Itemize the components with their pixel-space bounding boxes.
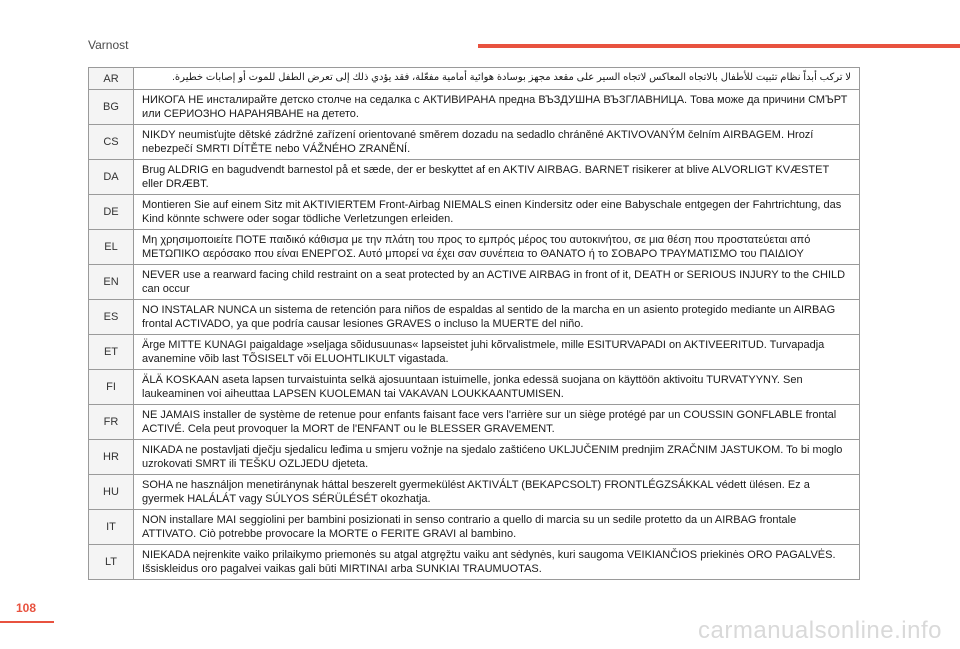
language-code: FI: [89, 370, 134, 405]
language-code: EN: [89, 265, 134, 300]
language-code: LT: [89, 545, 134, 580]
table-row: [89, 195, 860, 230]
warning-text: NIKDY neumisťujte dětské zádržné zařízení orientované směrem dozadu na sedadlo chráněné AKTIVOVANÝM čelním AIRBAGEM. Hrozí nebezpečí SMRTI DÍTĚTE nebo VÁŽNÉHO ZRANĚNÍ.: [134, 125, 860, 160]
warning-text: Μη χρησιμοποιείτε ΠΟΤΕ παιδικό κάθισμα με την πλάτη του προς το εμπρός μέρος του αυτοκινήτου, σε μια θέση που προστατεύεται από ΜΕΤΩΠΙΚΟ αερόσακο που είναι ΕΝΕΡΓΟΣ. Αυτό μπορεί να έχει σαν συνέπεια το ΘΑΝΑΤΟ ή το ΣΟΒΑΡΟ ΤΡΑΥΜΑΤΙΣΜΟ του ΠΑΙΔΙΟΥ: [134, 230, 860, 265]
language-code: AR: [89, 68, 134, 90]
language-code: ET: [89, 335, 134, 370]
section-title: Varnost: [88, 38, 129, 52]
table-row: [89, 545, 860, 580]
warning-text: لا تركب أبداً نظام تثبيت للأطفال بالاتجاه المعاكس لاتجاه السير على مقعد مجهز بوسادة هوائية أمامية مفعّلة، فقد يؤدي ذلك إلى تعرض الطفل للموت أو إصابات خطيرة.: [134, 68, 860, 90]
footer-accent-rule: [0, 621, 54, 623]
language-code: FR: [89, 405, 134, 440]
warning-text: ÄLÄ KOSKAAN aseta lapsen turvaistuinta selkä ajosuuntaan istuimelle, jonka edessä suojana on käyttöön aktivoitu TURVATYYNY. Sen laukeaminen voi aiheuttaa LAPSEN KUOLEMAN tai VAKAVAN LOUKKAANTUMISEN.: [134, 370, 860, 405]
warning-text: SOHA ne használjon menetiránynak háttal beszerelt gyermekülést AKTIVÁLT (BEKAPCSOLT) FRONTLÉGZSÁKKAL védett ülésen. Ez a gyermek HALÁLÁT vagy SÚLYOS SÉRÜLÉSÉT okozhatja.: [134, 475, 860, 510]
language-code: HU: [89, 475, 134, 510]
table-row: [89, 510, 860, 545]
warning-text: НИКОГА НЕ инсталирайте детско столче на седалка с АКТИВИРАНА предна ВЪЗДУШНА ВЪЗГЛАВНИЦА. Това може да причини СМЪРТ или СЕРИОЗНО НАРАНЯВАНЕ на детето.: [134, 90, 860, 125]
language-code: CS: [89, 125, 134, 160]
warning-text: Montieren Sie auf einem Sitz mit AKTIVIERTEM Front-Airbag NIEMALS einen Kindersitz oder eine Babyschale entgegen der Fahrtrichtung, das Kind könnte schwere oder sogar tödliche Verletzungen erleiden.: [134, 195, 860, 230]
language-code: BG: [89, 90, 134, 125]
watermark-text: carmanualsonline.info: [698, 617, 942, 644]
table-row: [89, 475, 860, 510]
language-code: DA: [89, 160, 134, 195]
warning-text: NO INSTALAR NUNCA un sistema de retención para niños de espaldas al sentido de la marcha en un asiento protegido mediante un AIRBAG frontal ACTIVADO, ya que podría causar lesiones GRAVES o incluso la MUERTE del niño.: [134, 300, 860, 335]
language-code: DE: [89, 195, 134, 230]
table-row: [89, 230, 860, 265]
language-code: IT: [89, 510, 134, 545]
warning-text: NON installare MAI seggiolini per bambini posizionati in senso contrario a quello di marcia su un sedile protetto da un AIRBAG frontale ATTIVATO. Ciò potrebbe provocare la MORTE o FERITE GRAVI al bambino.: [134, 510, 860, 545]
table-row: [89, 300, 860, 335]
warning-text: Brug ALDRIG en bagudvendt barnestol på et sæde, der er beskyttet af en AKTIV AIRBAG. BARNET risikerer at blive ALVORLIGT KVÆSTET eller DRÆBT.: [134, 160, 860, 195]
table-row: [89, 68, 860, 90]
table-row: [89, 125, 860, 160]
warning-text: NEVER use a rearward facing child restraint on a seat protected by an ACTIVE AIRBAG in front of it, DEATH or SERIOUS INJURY to the CHILD can occur: [134, 265, 860, 300]
warning-text: NIKADA ne postavljati dječju sjedalicu leđima u smjeru vožnje na sjedalo zaštićeno UKLJUČENIM prednjim ZRAČNIM JASTUKOM. To bi moglo uzrokovati SMRT ili TEŠKU OZLJEDU djeteta.: [134, 440, 860, 475]
table-row: [89, 370, 860, 405]
language-code: EL: [89, 230, 134, 265]
table-row: [89, 440, 860, 475]
warning-text: NE JAMAIS installer de système de retenue pour enfants faisant face vers l'arrière sur un siège protégé par un COUSSIN GONFLABLE frontal ACTIVÉ. Cela peut provoquer la MORT de l'ENFANT ou le BLESSER GRAVEMENT.: [134, 405, 860, 440]
table-row: [89, 405, 860, 440]
table-row: [89, 160, 860, 195]
language-code: ES: [89, 300, 134, 335]
table-row: [89, 90, 860, 125]
table-row: [89, 265, 860, 300]
warning-text: NIEKADA neįrenkite vaiko prilaikymo priemonės su atgal atgręžtu vaiku ant sėdynės, kuri saugoma VEIKIANČIOS priekinės ORO PAGALVĖS. Išsiskleidus oro pagalvei vaikas gali būti MIRTINAI arba SUNKIAI TRAUMUOTAS.: [134, 545, 860, 580]
header-accent-bar: [478, 44, 960, 48]
page-number: 108: [16, 601, 37, 615]
table-row: [89, 335, 860, 370]
warning-text: Ärge MITTE KUNAGI paigaldage »seljaga sõidusuunas« lapseistet juhi kõrvalistmele, mille ESITURVAPADI on AKTIVEERITUD. Turvapadja avanemine võib last TÕSISELT või ELUOHTLIKULT vigastada.: [134, 335, 860, 370]
language-code: HR: [89, 440, 134, 475]
airbag-warning-table: [88, 67, 860, 580]
